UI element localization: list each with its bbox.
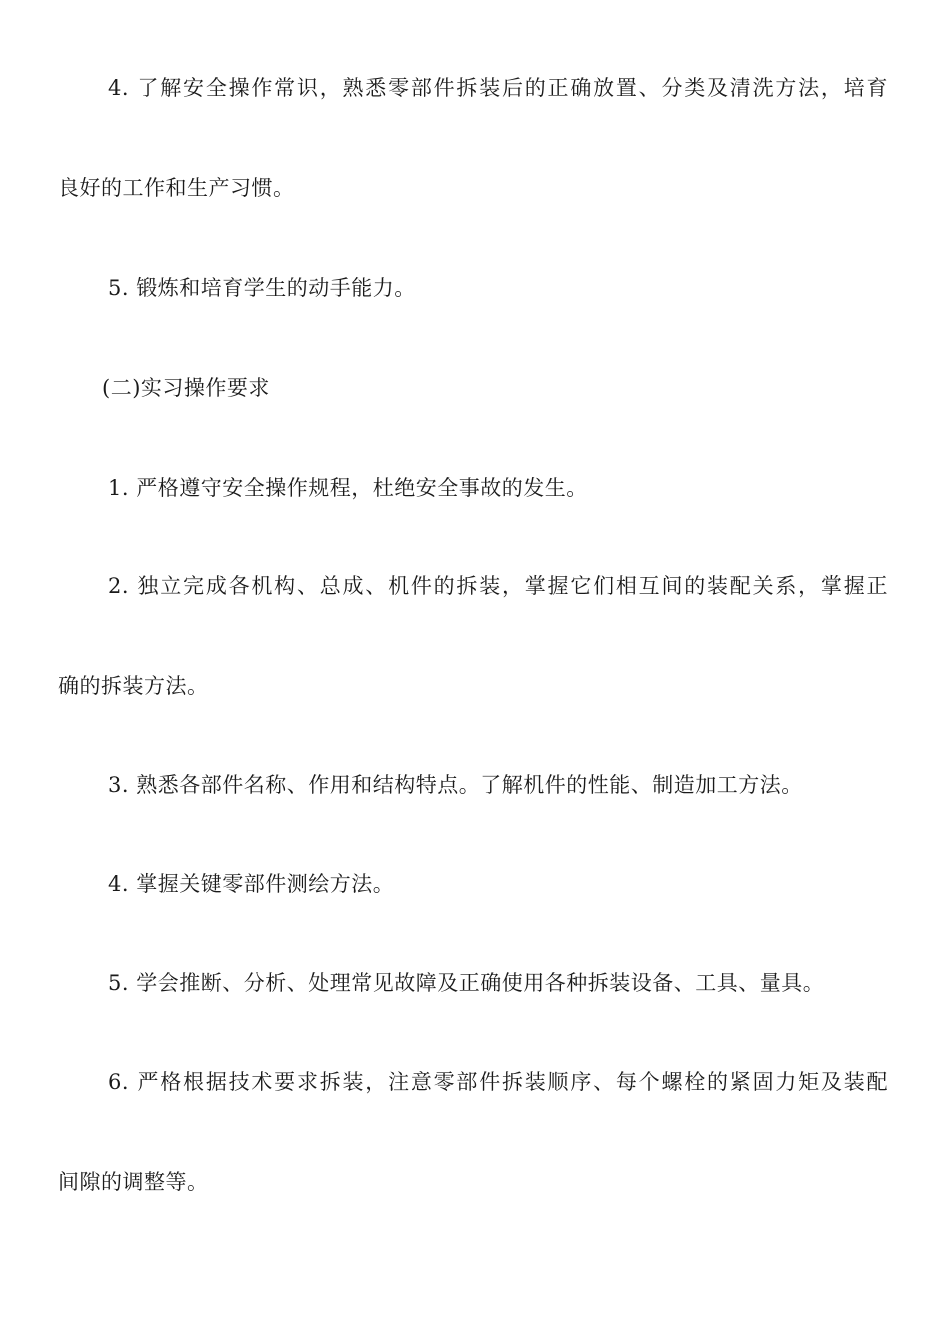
paragraph-line: 1. 严格遵守安全操作规程，杜绝安全事故的发生。 (108, 476, 588, 500)
paragraph-line: 2. 独立完成各机构、总成、机件的拆装，掌握它们相互间的装配关系，掌握正 (108, 574, 888, 598)
paragraph-line: 确的拆装方法。 (58, 674, 209, 698)
paragraph-line: 3. 熟悉各部件名称、作用和结构特点。了解机件的性能、制造加工方法。 (108, 773, 803, 797)
paragraph-line: 间隙的调整等。 (58, 1170, 209, 1194)
paragraph-line: 6. 严格根据技术要求拆装，注意零部件拆装顺序、每个螺栓的紧固力矩及装配 (108, 1070, 888, 1094)
paragraph-line: 5. 学会推断、分析、处理常见故障及正确使用各种拆装设备、工具、量具。 (108, 971, 825, 995)
paragraph-line: 良好的工作和生产习惯。 (58, 176, 295, 200)
paragraph-line: 4. 了解安全操作常识，熟悉零部件拆装后的正确放置、分类及清洗方法，培育 (108, 76, 888, 100)
paragraph-line: 4. 掌握关键零部件测绘方法。 (108, 872, 395, 896)
paragraph-line: 5. 锻炼和培育学生的动手能力。 (108, 276, 416, 300)
section-heading: (二)实习操作要求 (102, 376, 270, 400)
